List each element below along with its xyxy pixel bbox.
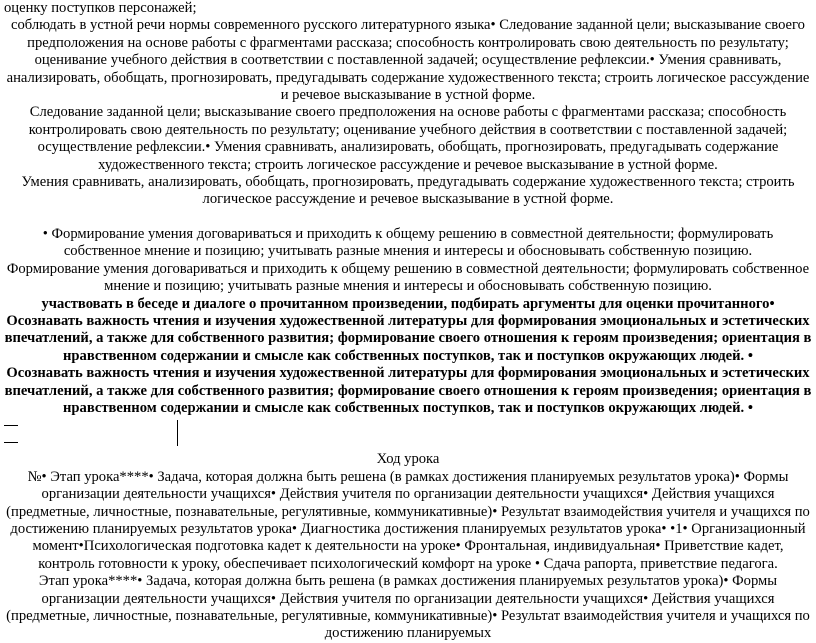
- text-line-personazhi: оценку поступков персонажей;: [4, 0, 197, 16]
- spacer: [4, 209, 812, 226]
- section-title: Ход урока: [376, 451, 440, 468]
- paragraph-negotiation: Формирование умения договариваться и приходить к общему решению в совместной деятельности; формулировать собственное мнение и позицию; учитывать разные мнения и интересы и обосновывать собственную позицию.: [6, 260, 810, 295]
- paragraph-compare-analyze: Умения сравнивать, анализировать, обобщать, прогнозировать, предугадывать содержание художественного текста; строить логическое рассуждение и речевое высказывание в устной форме.: [21, 174, 795, 208]
- vertical-rule: [177, 420, 178, 446]
- horizontal-rule-top: [4, 425, 18, 426]
- paragraph-goal-following: Следование заданной цели; высказывание своего предположения на основе работы с фрагментами рассказа; способность контролировать свою деятельность по результату; оценивание учебного действия в соответствии с поставленной задачей; осуществление рефлексии.• Умения сравнивать, анализировать, обобщать, прогнозировать, предугадывать содержание художественного текста; строить логическое рассуждение и речевое высказывание в устной форме.: [28, 104, 788, 173]
- horizontal-rule-bottom: [4, 442, 18, 443]
- paragraph-reading-importance: Осознавать важность чтения и изучения художественной литературы для формирования эмоциональных и эстетических впечатлений, а также для собственного развития; формирование своего отношения к героям произведения; ориентация в нравственном содержании и смысле как собственных поступков, так и поступков окружающих людей. •: [4, 365, 812, 416]
- paragraph-lesson-table-header: №• Этап урока****• Задача, которая должна быть решена (в рамках достижения планируемых результатов урока)• Формы организации деятельности учащихся• Действия учителя по организации деятельности учащихся• Действия учащихся (предметные, личностные, познавательные, регулятивные, коммуникативные)• Результат взаимодействия учителя и учащихся по достижению планируемых результатов урока• Диагностика достижения планируемых результатов урока• •1• Организационный момент•Психологическая подготовка кадет к деятельности на уроке• Фронтальная, индивидуальная• Приветствие кадет, контроль готовности к уроку, обеспечивает психологический комфорт на уроке • Сдача рапорта, приветствие педагога.: [6, 468, 810, 572]
- table-rule-lines: [4, 417, 812, 447]
- paragraph-norms: соблюдать в устной речи нормы современного русского литературного языка• Следование заданной цели; высказывание своего предположения на основе работы с фрагментами рассказа; способность контролировать свою деятельность по результату; оценивание учебного действия в соответствии с поставленной задачей; осуществление рефлексии.• Умения сравнивать, анализировать, обобщать, прогнозировать, предугадывать содержание художественного текста; строить логическое рассуждение и речевое высказывание в устной форме.: [6, 17, 810, 104]
- paragraph-discussion: участвовать в беседе и диалоге о прочитанном произведении, подбирать аргументы для оценки прочитанного• Осознавать важность чтения и изучения художественной литературы для формирования эмоциональных и эстетических впечатлений, а также для собственного развития; формирование своего отношения к героям произведения; ориентация в нравственном содержании и смысле как собственных поступков, так и поступков окружающих людей. •: [4, 295, 812, 364]
- paragraph-negotiation-bullet: • Формирование умения договариваться и приходить к общему решению в совместной деятельности; формулировать собственное мнение и позицию; учитывать разные мнения и интересы и обосновывать собственную позицию.: [42, 225, 774, 260]
- paragraph-lesson-stage: Этап урока****• Задача, которая должна быть решена (в рамках достижения планируемых результатов урока)• Формы организации деятельности учащихся• Действия учителя по организации деятельности учащихся• Действия учащихся (предметные, личностные, познавательные, регулятивные, коммуникативные)• Результат взаимодействия учителя и учащихся по достижению планируемых: [6, 573, 810, 642]
